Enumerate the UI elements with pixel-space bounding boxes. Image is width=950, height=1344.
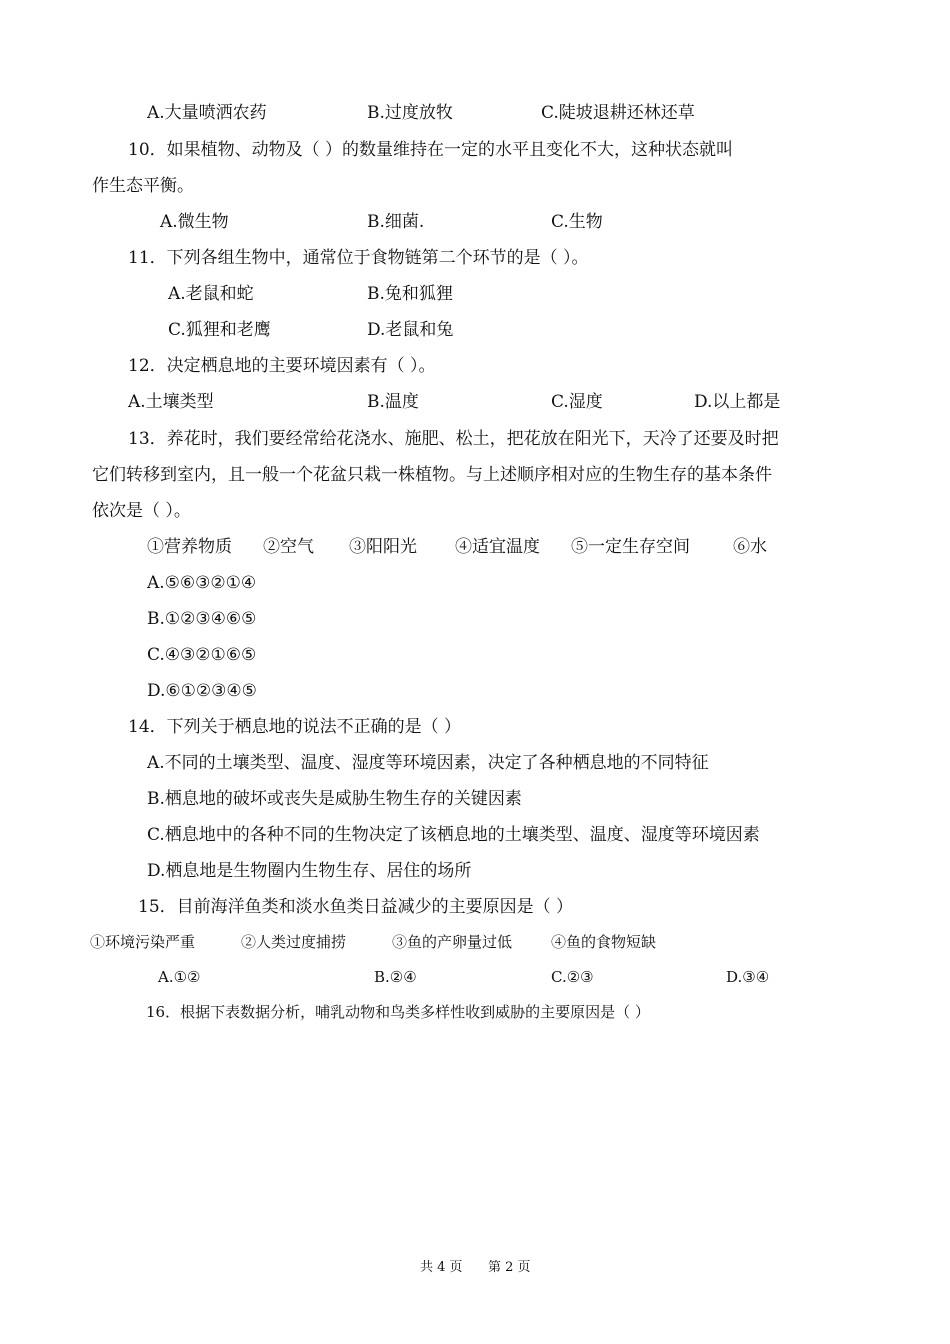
q15-option-b: B.②④ bbox=[374, 968, 417, 986]
q15-item-4: ④鱼的食物短缺 bbox=[551, 933, 657, 951]
q9-option-a: A.大量喷洒农药 bbox=[147, 103, 267, 123]
q15-option-a: A.①② bbox=[158, 968, 201, 986]
q14-option-d: D.栖息地是生物圈内生物生存、居住的场所 bbox=[147, 861, 472, 881]
q11-option-b: B.兔和狐狸 bbox=[367, 284, 453, 304]
q15-item-3: ③鱼的产卵量过低 bbox=[392, 933, 513, 951]
q11-option-d: D.老鼠和兔 bbox=[367, 320, 454, 340]
q13-option-c: C.④③②①⑥⑤ bbox=[147, 645, 257, 665]
q13-item-5: ⑤一定生存空间 bbox=[571, 537, 690, 557]
q10-stem-line2: 作生态平衡。 bbox=[92, 176, 194, 196]
q14-option-a: A.不同的土壤类型、温度、湿度等环境因素，决定了各种栖息地的不同特征 bbox=[147, 753, 709, 773]
q11-option-a: A.老鼠和蛇 bbox=[168, 284, 254, 304]
q14-option-c: C.栖息地中的各种不同的生物决定了该栖息地的土壤类型、温度、湿度等环境因素 bbox=[147, 825, 760, 845]
q13-item-1: ①营养物质 bbox=[147, 537, 232, 557]
q15-option-c: C.②③ bbox=[551, 968, 594, 986]
q15-item-1: ①环境污染严重 bbox=[90, 933, 196, 951]
q12-option-d: D.以上都是 bbox=[694, 392, 781, 412]
q13-option-b: B.①②③④⑥⑤ bbox=[147, 609, 257, 629]
q13-option-a: A.⑤⑥③②①④ bbox=[147, 573, 257, 593]
q13-stem-line3: 依次是（ ）。 bbox=[92, 501, 191, 521]
q15-stem: 15．目前海洋鱼类和淡水鱼类日益减少的主要原因是（ ） bbox=[138, 897, 574, 917]
q13-item-6: ⑥水 bbox=[733, 537, 767, 557]
footer-current-page: 第 2 页 bbox=[488, 1260, 531, 1275]
q15-item-2: ②人类过度捕捞 bbox=[241, 933, 347, 951]
q10-option-a: A.微生物 bbox=[160, 212, 229, 232]
q12-option-b: B.温度 bbox=[367, 392, 419, 412]
q9-option-c: C.陡坡退耕还林还草 bbox=[541, 103, 695, 123]
q11-option-c: C.狐狸和老鹰 bbox=[168, 320, 271, 340]
q10-stem-line1: 10．如果植物、动物及（ ）的数量维持在一定的水平且变化不大，这种状态就叫 bbox=[128, 140, 734, 160]
q14-option-b: B.栖息地的破坏或丧失是威胁生物生存的关键因素 bbox=[147, 789, 522, 809]
q15-option-d: D.③④ bbox=[726, 968, 770, 986]
q10-option-c: C.生物 bbox=[551, 212, 603, 232]
q13-item-2: ②空气 bbox=[263, 537, 314, 557]
q12-option-a: A.土壤类型 bbox=[128, 392, 214, 412]
q16-stem: 16．根据下表数据分析，哺乳动物和鸟类多样性收到威胁的主要原因是（ ） bbox=[146, 1003, 650, 1021]
q13-item-3: ③阳阳光 bbox=[349, 537, 417, 557]
q13-item-4: ④适宜温度 bbox=[455, 537, 540, 557]
q12-stem: 12．决定栖息地的主要环境因素有（ ）。 bbox=[128, 356, 436, 376]
q13-option-d: D.⑥①②③④⑤ bbox=[147, 681, 257, 701]
footer-total-pages: 共 4 页 bbox=[420, 1260, 463, 1275]
q10-option-b: B.细菌. bbox=[367, 212, 425, 232]
q12-option-c: C.湿度 bbox=[551, 392, 603, 412]
q14-stem: 14．下列关于栖息地的说法不正确的是（ ） bbox=[128, 717, 462, 737]
q13-stem-line2: 它们转移到室内，且一般一个花盆只栽一株植物。与上述顺序相对应的生物生存的基本条件 bbox=[92, 465, 772, 485]
q13-stem-line1: 13．养花时，我们要经常给花浇水、施肥、松土，把花放在阳光下，天冷了还要及时把 bbox=[128, 429, 779, 449]
q11-stem: 11．下列各组生物中，通常位于食物链第二个环节的是（ ）。 bbox=[128, 248, 589, 268]
q9-option-b: B.过度放牧 bbox=[367, 103, 453, 123]
